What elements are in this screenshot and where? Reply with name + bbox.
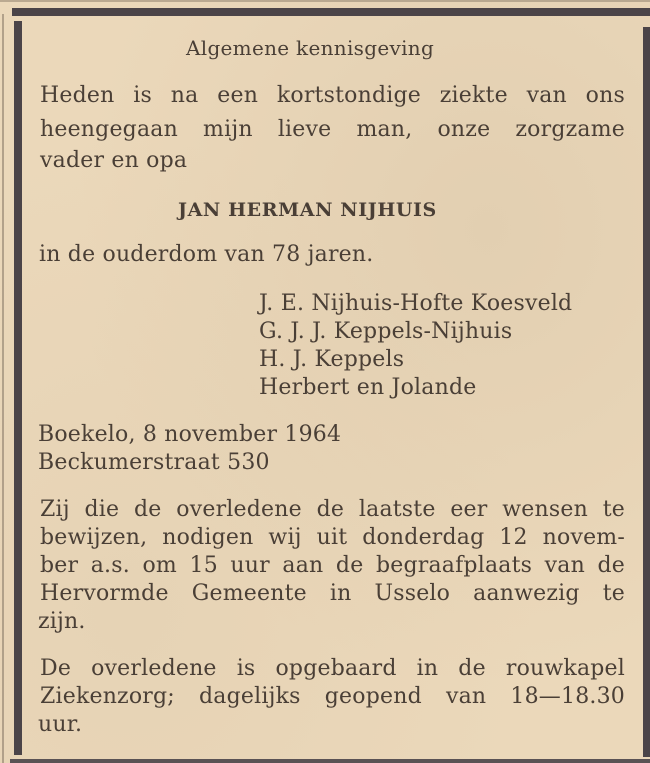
right-border-bar: [643, 27, 650, 757]
age-line: in de ouderdom van 78 jaren.: [39, 242, 374, 267]
left-thin-rule: [2, 14, 4, 763]
funeral-line-1: Zij die de overledene de laatste eer wensen te: [40, 497, 625, 522]
viewing-line-1: De overledene is opgebaard in de rouwkapel: [40, 656, 625, 681]
notice-heading: Algemene kennisgeving: [186, 36, 435, 60]
funeral-line-5: zijn.: [38, 609, 86, 634]
top-border-bar: [12, 8, 650, 16]
funeral-line-2: bewijzen, nodigen wij uit donderdag 12 novem-: [40, 525, 625, 550]
intro-line-1: Heden is na een kortstondige ziekte van ons: [40, 83, 625, 108]
viewing-line-3: uur.: [38, 712, 83, 737]
signatory: G. J. J. Keppels-Nijhuis: [259, 319, 513, 344]
funeral-line-3: ber a.s. om 15 uur aan de begraafplaats van de: [40, 553, 625, 578]
top-thin-rule: [0, 0, 650, 2]
intro-line-3: vader en opa: [40, 148, 188, 173]
signatory: Herbert en Jolande: [259, 375, 477, 400]
deceased-name: JAN HERMAN NIJHUIS: [178, 199, 437, 221]
place-date: Boekelo, 8 november 1964: [38, 422, 342, 447]
viewing-line-2: Ziekenzorg; dagelijks geopend van 18—18.30: [40, 684, 625, 709]
funeral-line-4: Hervormde Gemeente in Usselo aanwezig te: [40, 581, 625, 606]
signatory: J. E. Nijhuis-Hofte Koesveld: [259, 291, 573, 316]
address: Beckumerstraat 530: [38, 450, 270, 475]
signatory: H. J. Keppels: [259, 347, 405, 372]
bottom-border-bar: [10, 759, 650, 763]
intro-line-2: heengegaan mijn lieve man, onze zorgzame: [40, 117, 625, 142]
left-border-bar: [14, 21, 22, 755]
